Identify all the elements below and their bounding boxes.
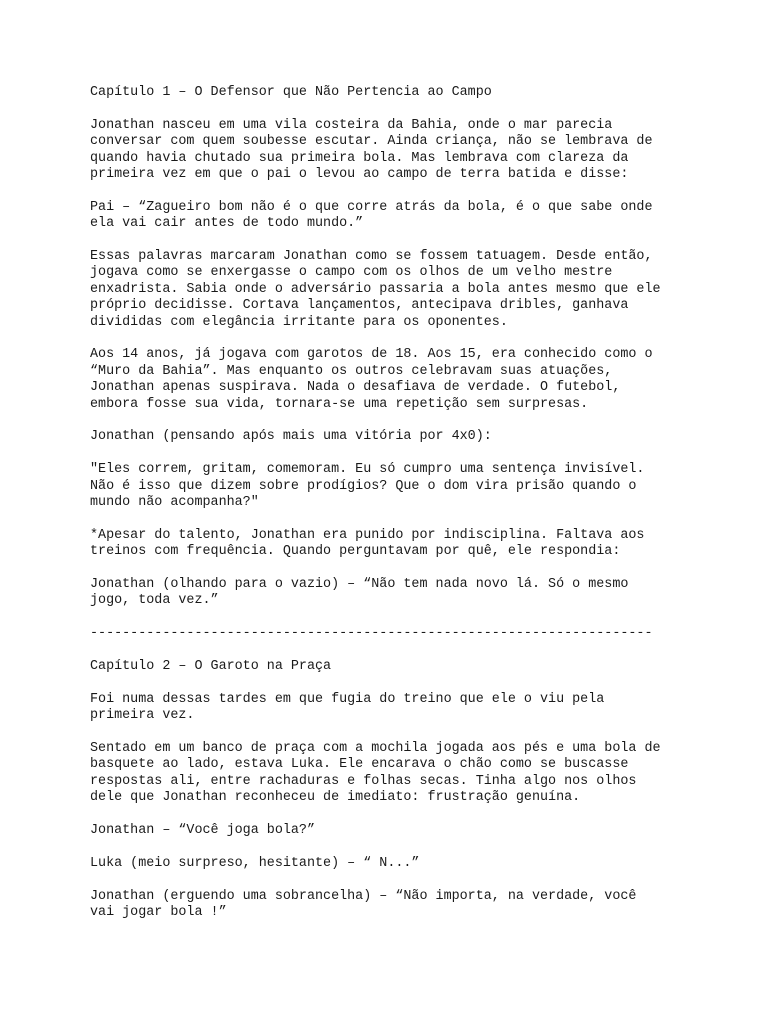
text-line: jogava como se enxergasse o campo com os olhos de um velho mestre <box>90 265 613 281</box>
text-line: basquete ao lado, estava Luka. Ele encarava o chão como se buscasse <box>90 757 629 773</box>
text-line: Não é isso que dizem sobre prodígios? Que o dom vira prisão quando o <box>90 478 637 494</box>
text-line: Sentado em um banco de praça com a mochila jogada aos pés e uma bola de <box>90 741 661 757</box>
text-line: próprio decidisse. Cortava lançamentos, antecipava dribles, ganhava <box>90 298 629 314</box>
text-line: Essas palavras marcaram Jonathan como se fossem tatuagem. Desde então, <box>90 249 653 265</box>
text-line: Capítulo 2 – O Garoto na Praça <box>90 659 332 675</box>
text-line: mundo não acompanha?" <box>90 495 259 511</box>
text-line: enxadrista. Sabia onde o adversário passaria a bola antes mesmo que ele <box>90 281 661 297</box>
text-line: embora fosse sua vida, tornara-se uma repetição sem surpresas. <box>90 396 589 412</box>
paragraph <box>90 429 730 445</box>
paragraph <box>90 659 730 675</box>
text-line: ---------------------------------------------------------------------- <box>90 626 653 642</box>
paragraph <box>90 741 730 807</box>
text-line: Jonathan nasceu em uma vila costeira da Bahia, onde o mar parecia <box>90 117 613 133</box>
paragraph <box>90 85 730 101</box>
text-line: Jonathan (pensando após mais uma vitória por 4x0): <box>90 429 492 445</box>
text-line: ela vai cair antes de todo mundo.” <box>90 216 364 232</box>
text-line: jogo, toda vez.” <box>90 593 219 609</box>
paragraph <box>90 347 730 413</box>
text-line: Jonathan – “Você joga bola?” <box>90 823 315 839</box>
text-line: “Muro da Bahia”. Mas enquanto os outros celebravam suas atuações, <box>90 363 613 379</box>
paragraph <box>90 692 730 725</box>
text-line: "Eles correm, gritam, comemoram. Eu só cumpro uma sentença invisível. <box>90 462 645 478</box>
document-page <box>90 85 730 938</box>
text-line: treinos com frequência. Quando perguntavam por quê, ele respondia: <box>90 544 621 560</box>
text-line: *Apesar do talento, Jonathan era punido por indisciplina. Faltava aos <box>90 527 645 543</box>
paragraph <box>90 823 730 839</box>
paragraph <box>90 462 730 511</box>
paragraph <box>90 118 730 184</box>
text-line: conversar com quem soubesse escutar. Ainda criança, não se lembrava de <box>90 134 653 150</box>
text-line: divididas com elegância irritante para os oponentes. <box>90 314 508 330</box>
text-line: primeira vez em que o pai o levou ao campo de terra batida e disse: <box>90 167 629 183</box>
paragraph <box>90 626 730 642</box>
text-line: Foi numa dessas tardes em que fugia do treino que ele o viu pela <box>90 691 605 707</box>
paragraph <box>90 856 730 872</box>
text-line: primeira vez. <box>90 708 195 724</box>
text-line: quando havia chutado sua primeira bola. Mas lembrava com clareza da <box>90 150 629 166</box>
text-line: Pai – “Zagueiro bom não é o que corre atrás da bola, é o que sabe onde <box>90 199 653 215</box>
text-line: Luka (meio surpreso, hesitante) – “ N...” <box>90 855 420 871</box>
text-line: Capítulo 1 – O Defensor que Não Pertencia ao Campo <box>90 85 492 100</box>
text-line: respostas ali, entre rachaduras e folhas secas. Tinha algo nos olhos <box>90 773 637 789</box>
paragraph <box>90 249 730 331</box>
paragraph <box>90 200 730 233</box>
text-line: Jonathan (erguendo uma sobrancelha) – “Não importa, na verdade, você <box>90 888 637 904</box>
text-line: dele que Jonathan reconheceu de imediato: frustração genuína. <box>90 790 581 806</box>
text-line: vai jogar bola !” <box>90 905 227 921</box>
text-line: Aos 14 anos, já jogava com garotos de 18. Aos 15, era conhecido como o <box>90 347 653 363</box>
text-line: Jonathan apenas suspirava. Nada o desafiava de verdade. O futebol, <box>90 380 621 396</box>
paragraph <box>90 889 730 922</box>
text-line: Jonathan (olhando para o vazio) – “Não tem nada novo lá. Só o mesmo <box>90 577 629 593</box>
paragraph <box>90 528 730 561</box>
paragraph <box>90 577 730 610</box>
